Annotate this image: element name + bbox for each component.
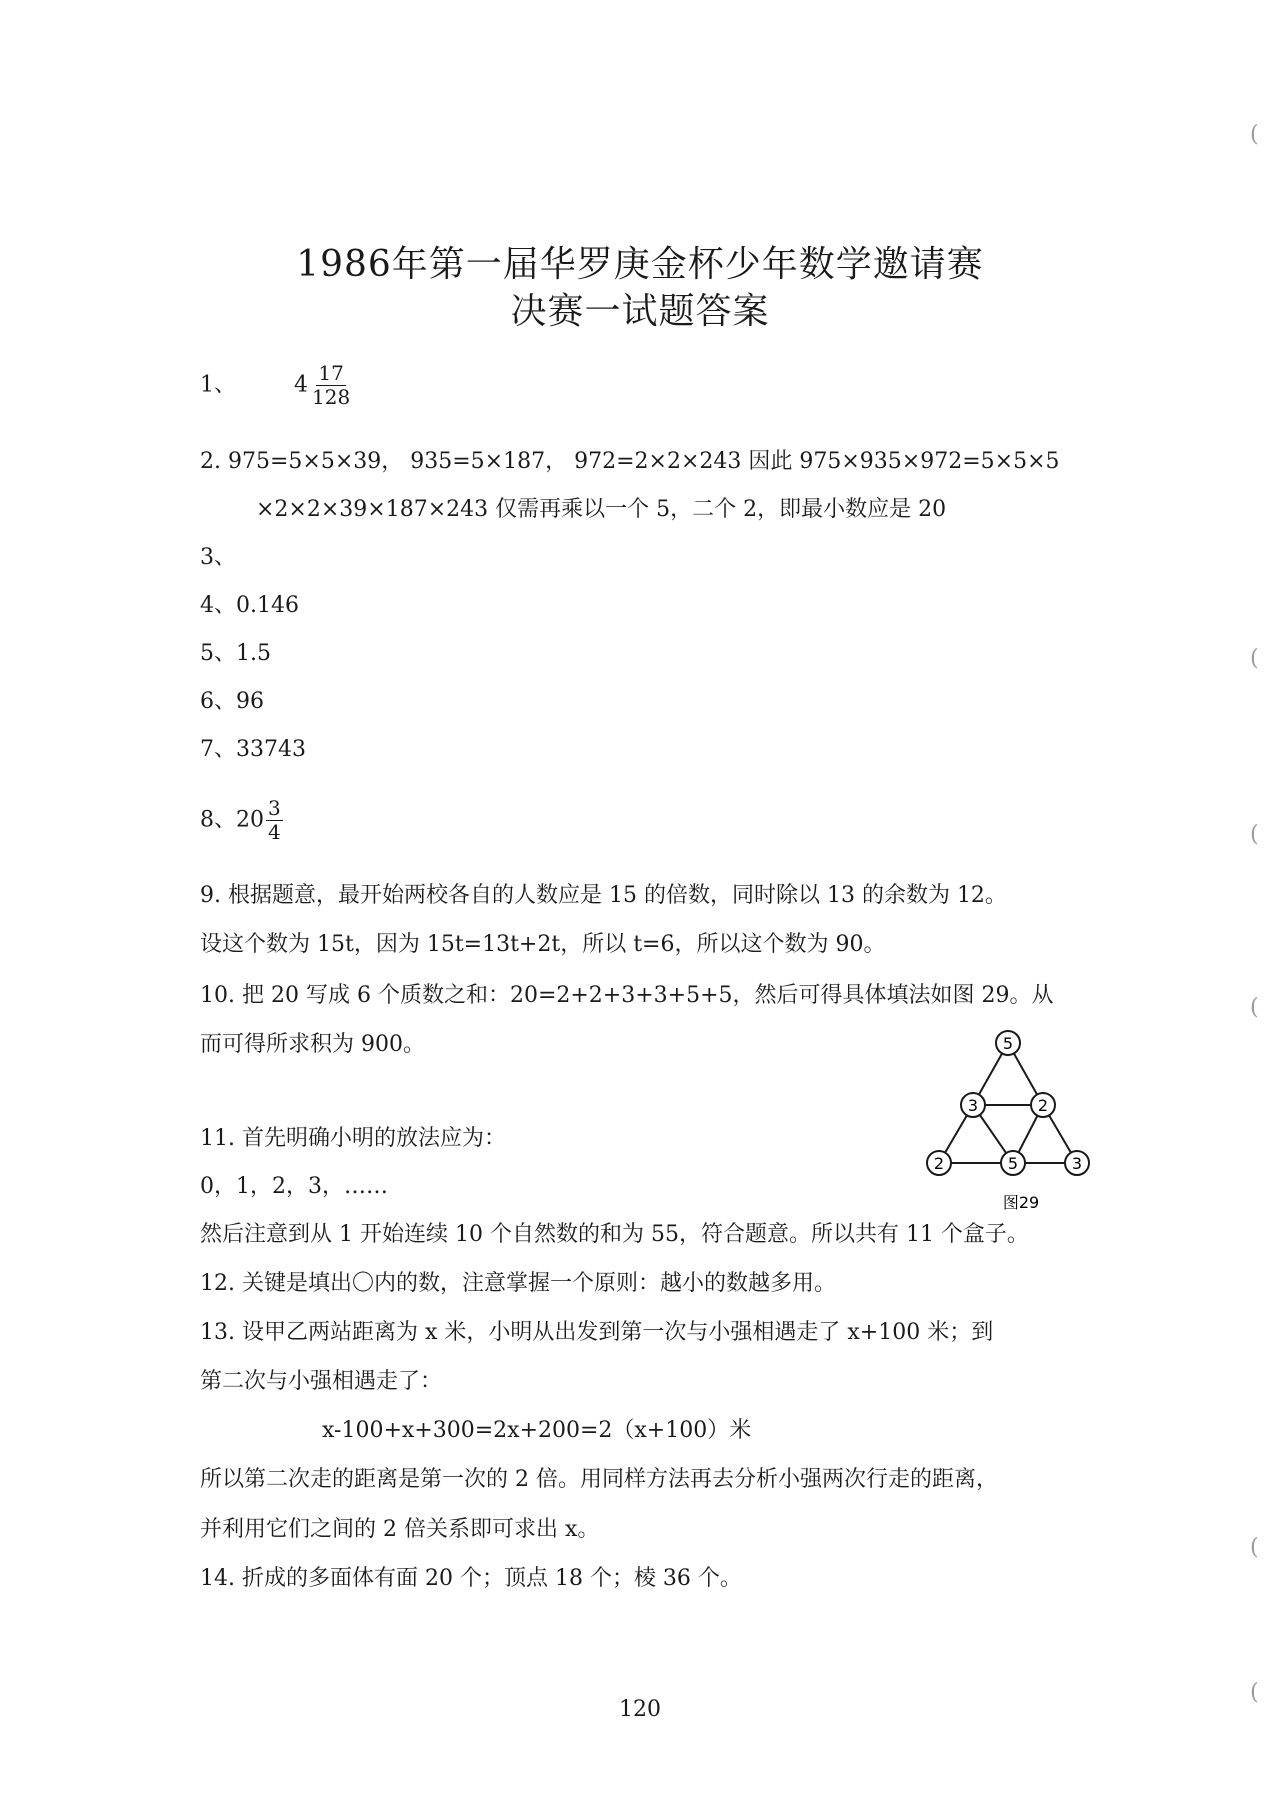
answer-13-line2: 第二次与小强相遇走了：	[200, 1369, 443, 1394]
node-bottom-left-label: 2	[933, 1154, 945, 1173]
answer-10-line1: 10. 把 20 写成 6 个质数之和：20=2+2+3+3+5+5，然后可得具体填法如图 29。从	[200, 983, 1054, 1008]
answer-6: 6、96	[200, 689, 264, 714]
answer-8-label: 8、	[200, 807, 236, 833]
answer-12: 12. 关键是填出〇内的数，注意掌握一个原则：越小的数越多用。	[200, 1271, 836, 1296]
figure-caption: 图29	[1002, 1193, 1040, 1212]
node-mid-right-label: 2	[1037, 1096, 1049, 1115]
answer-3: 3、	[200, 545, 236, 570]
answer-9-line1: 9. 根据题意，最开始两校各自的人数应是 15 的倍数，同时除以 13 的余数为 12。	[200, 883, 1007, 908]
node-bottom-left	[927, 1151, 951, 1175]
margin-mark: (	[1250, 122, 1259, 147]
answer-2-line1: 2. 975=5×5×39， 935=5×187， 972=2×2×243 因此 975×935×972=5×5×5	[200, 449, 1060, 474]
answer-13-line1: 13. 设甲乙两站距离为 x 米，小明从出发到第一次与小强相遇走了 x+100 米；到	[200, 1320, 994, 1345]
node-bottom-right-label: 3	[1071, 1154, 1083, 1173]
node-bottom-mid	[1001, 1151, 1025, 1175]
answer-1-whole: 4	[294, 372, 308, 398]
answer-2-line2: ×2×2×39×187×243 仅需再乘以一个 5，二个 2，即最小数应是 20	[256, 497, 947, 522]
figure-29-diagram	[915, 1025, 1095, 1225]
answer-8-fraction	[266, 797, 283, 844]
answer-1	[200, 362, 352, 409]
margin-mark: (	[1250, 822, 1259, 847]
node-bottom-right	[1065, 1151, 1089, 1175]
answer-13-line4: 并利用它们之间的 2 倍关系即可求出 x。	[200, 1517, 600, 1542]
answer-14: 14. 折成的多面体有面 20 个；顶点 18 个；棱 36 个。	[200, 1566, 742, 1591]
page-title-line2: 决赛一试题答案	[510, 291, 770, 332]
node-mid-right	[1031, 1093, 1055, 1117]
answer-1-fraction	[310, 362, 352, 409]
answer-9-line2: 设这个数为 15t，因为 15t=13t+2t，所以 t=6，所以这个数为 90。	[200, 932, 886, 957]
answer-5: 5、1.5	[200, 641, 271, 666]
node-top-label: 5	[1002, 1034, 1014, 1053]
answer-7: 7、33743	[200, 737, 306, 762]
answer-1-numerator: 17	[318, 361, 344, 385]
answer-8-whole: 20	[236, 807, 264, 833]
answer-11-line2: 0，1，2，3，……	[200, 1174, 388, 1199]
answer-8-denominator: 4	[268, 820, 281, 844]
margin-mark: (	[1250, 1680, 1259, 1705]
margin-mark: (	[1250, 646, 1259, 671]
figure-29-edges	[939, 1043, 1077, 1163]
answer-1-label: 1、	[200, 372, 236, 398]
node-top	[996, 1031, 1020, 1055]
answer-8-numerator: 3	[268, 796, 281, 820]
answer-11-line1: 11. 首先明确小明的放法应为：	[200, 1126, 506, 1151]
answer-1-denominator: 128	[312, 385, 351, 409]
page-title-line1: 1986年第一届华罗庚金杯少年数学邀请赛	[296, 244, 984, 285]
answer-13-formula: x-100+x+300=2x+200=2（x+100）米	[322, 1418, 752, 1443]
margin-mark: (	[1250, 1535, 1259, 1560]
page-number: 120	[619, 1697, 661, 1722]
node-mid-left-label: 3	[967, 1096, 979, 1115]
margin-mark: (	[1250, 995, 1259, 1020]
answer-13-line3: 所以第二次走的距离是第一次的 2 倍。用同样方法再去分析小强两次行走的距离，	[200, 1467, 998, 1492]
answer-11-line3: 然后注意到从 1 开始连续 10 个自然数的和为 55，符合题意。所以共有 11 个盒子。	[200, 1222, 1029, 1247]
node-mid-left	[961, 1093, 985, 1117]
answer-10-line2: 而可得所求积为 900。	[200, 1032, 425, 1057]
answer-4: 4、0.146	[200, 593, 299, 618]
node-bottom-mid-label: 5	[1007, 1154, 1019, 1173]
answer-8	[200, 797, 283, 844]
